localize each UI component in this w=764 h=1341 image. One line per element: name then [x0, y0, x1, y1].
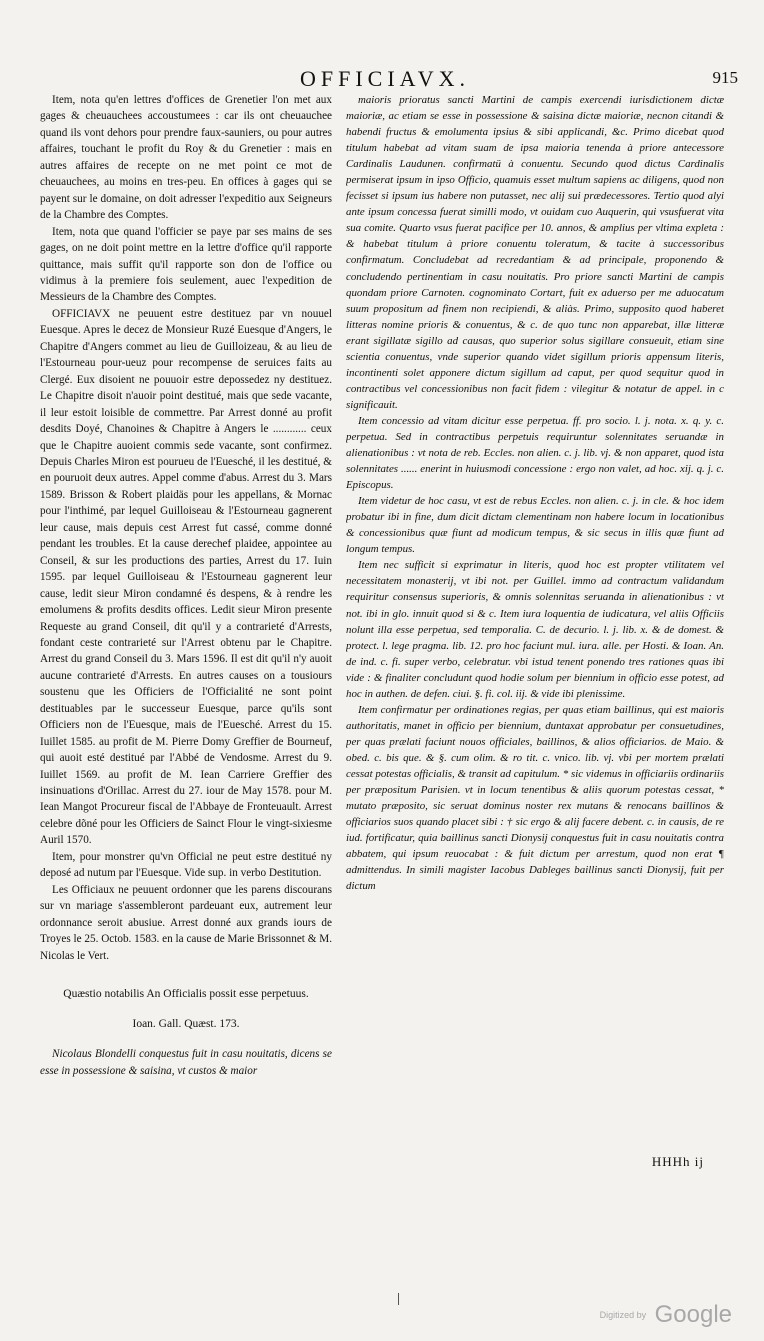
paragraph-official-deposition: Item, pour monstrer qu'vn Official ne peut estre destitué ny deposé ad nutum par l'Euesque. Vide sup. in verbo Destitution. [40, 850, 332, 880]
signature-mark: HHHh ij [651, 1154, 704, 1169]
paragraph-officier-gages: Item, nota que quand l'officier se paye par ses mains de ses gages, on ne doit point mettre en la lettre d'office qu'il rapporte quittance, mais suffit qu'il rapporte son don de l'office ou vidimus à la premiere fois seulement, auec l'expedition de Messieurs de la Chambre des Comptes. [40, 225, 332, 304]
quaestio-incipit: Nicolaus Blondelli conquestus fuit in casu nouitatis, dicens se esse in possessione & saisina, vt custos & maior [40, 1048, 332, 1077]
latin-paragraph-5: Item confirmatur per ordinationes regias, per quas etiam baillinus, qui est maioris authoritatis, manet in officio per biennium, duntaxat approbatur per consuetudines, per quas prælati faciunt nouos officiales, baillinos, & alios officiarios. de Maio. & obed. c. bis que. & §. cum olim. & ro tit. c. vnico. lib. vj. vbi per mortem prælati cessat potestas officialis, & transit ad capitulum. * sic videmus in officiariis ordinariis per præpositum Parisien. vt in locum tenentibus & aliis quorum potestas cessat, * mutato præposito, sic seruat dominus noster rex mutans & renocans baillinos & officiarios suos quando placet sibi : † sic ergo & alij facere debent. c. in causis, de re iud. fortificatur, quia baillinus sancti Dionysij conquestus fuit in casu nouitatis contra abbatem, qui ipsum reuocabat : & fuit dictum per arrestum, quod non erat ¶ admittendus. In simili magister Iacobus Dableges baillinus sancti Dionysij, fuit per dictum [346, 703, 724, 893]
quaestio-heading: Quæstio notabilis An Officialis possit esse perpetuus. [63, 988, 309, 1001]
google-logo: Google [654, 1301, 732, 1328]
paragraph-officiaux-destitution: OFFICIAVX ne peuuent estre destituez par vn nouuel Euesque. Apres le decez de Monsieur Ruzé Euesque d'Angers, le Chapitre d'Angers commet au lieu de Guilloizeau, & au lieu de l'Estourneau pour-ueuz pour recompense de seruices faits au Clergé. Eux disoient ne pouuoir estre depossedez ny destituez. Le Chapitre disoit n'auoir point destitué, mais que sede vacante, il leur estoit loisible de commettre. Par Arrest donné au profit desdits Doyé, Chanoines & Chapitre à Angers le ............ ceux que le Chapitre auoient commis sede vacante, sont confirmez. Depuis Charles Miron est pourueu de l'Euesché, il les destitué, & en pouruoit deux autres. Appel comme d'abus. Arrest du 3. Mars 1589. Brisson & Robert plaidäs pour les appellans, & Mornac pour l'inthimé, par lequel Guilloiseau & l'Estourneau gagnerent leur cause, mais depuis cest Arrest fut cassé, comme donné pendant les troubles. Et la cause derechef plaidee, appointee au Conseil, & sur les productions des parties, Arrest du 17. Iuin 1595. par lequel Guilloiseau & l'Estourneau gagnerent leur cause, ledit sieur Miron condamné és despens, & à rendre les emolumens & profits desdits offices. Ledit sieur Miron presente Requeste au grand Conseil, dit qu'il y a contrarieté d'Arrests, fondant ceste contrarieté sur l'Arrest obtenu par le Chapitre. Arrest du grand Conseil du 3. Mars 1596. Il est dit qu'il n'y auoit aucune contrarieté d'Arrests. En autres causes on a tousiours soustenu que les Officiers de l'Officialité ne sont point destituables par le successeur Euesque, parce qu'ils sont Officiers non de l'Euesque, mais de l'Euesché. Arrest du 15. Iuillet 1585. au profit de M. Pierre Domy Greffier de Bourneuf, qui auoit esté destitué par l'Abbé de Vendosme. Arrest du 9. Iuillet 1569. au profit de M. Iean Carriere Greffier des insinuations d'Orillac. Arrest du 27. iour de May 1578. pour M. Iean Mangot Procureur fiscal de l'Abbaye de Fronteuault. Arrest celebre dõné pour les Officiers de Sainct Flour le vingt-sixiesme Auril 1570. [40, 307, 332, 847]
printer-tick-mark [398, 1293, 399, 1305]
watermark-prefix: Digitized by [599, 1310, 647, 1320]
digitization-watermark [600, 1301, 732, 1329]
quaestio-author: Ioan. Gall. Quæst. 173. [132, 1018, 240, 1031]
latin-paragraph-3: Item videtur de hoc casu, vt est de rebus Eccles. non alien. c. j. in cle. & hoc idem probatur ibi in fine, dum dicit dictam clementinam non habere locum in locationibus & concessionibus quæ fiunt ad modicum tempus, & sic secus in illis quæ fiunt ad longum tempus. [346, 495, 724, 556]
latin-paragraph-4: Item nec sufficit si exprimatur in literis, quod hoc est propter vtilitatem vel necessitatem monasterij, vt ibi not. per Guillel. immo ad contractum validandum requiritur consensus superioris, & omnis solennitas seruanda in alienationibus : vt not. ibi in glo. innuit quod si & c. Item iura loquentia de iudicatura, vel aliis Officiis nolunt illa esse perpetua, sed temporalia. C. de decurio. l. j. lib. x. & de domest. & protect. l. lege pragma. lib. 12. pro hoc faciunt mul. iura. alle. per Hosti. & Ioan. An. de ind. c. fi. super verbo, celebratur. vbi istud tenent ponendo tres rationes quas ibi vide : & finaliter concludunt quod hodie solum per biennium in officio esse potest, ad hoc in authen. de defen. ciui. §. fi. col. iij. & vide ibi plenissime. [346, 559, 724, 700]
latin-paragraph-2: Item concessio ad vitam dicitur esse perpetua. ff. pro socio. l. j. nota. x. q. y. c. perpetua. Sed in contractibus perpetuis requiruntur solennitates seruandæ in alienationibus : vt nota de reb. Eccles. non alien. c. j. lib. vj. & non apparet, quod ista solennitates ...... enerint in huiusmodi concessione : ergo non valet, ad hoc. xij. q. j. c. Episcopus. [346, 414, 724, 492]
right-column [346, 92, 724, 1182]
paragraph-grenetier: Item, nota qu'en lettres d'offices de Grenetier l'on met aux gages & cheuauchees accoustumees : car ils ont cheuauchee quand ils vont dehors pour prendre faux-sauniers, ou pour autres affaires, touchant le profit du Roy & du Grenetier : mais en autres affaires de recepte on ne met point ce mot de cheuauchees, au moins en tres-peu. En offices à gages qui se payent sur le domaine, on doit adresser l'expeditio aux Seigneurs de la Chambre des Comptes. [40, 94, 332, 222]
running-head: OFFICIAVX. [299, 66, 470, 91]
paragraph-officiaux-mariage: Les Officiaux ne peuuent ordonner que les parens discourans sur vn mariage s'assembleront pardeuant eux, autrement leur ordonnance seroit abusiue. Arrest donné aux grands iours de Troyes le 25. Octob. 1583. en la cause de Marie Brissonnet & M. Nicolas le Vert. [40, 883, 332, 962]
latin-paragraph-1: maioris prioratus sancti Martini de campis exercendi iurisdictionem dictæ maioriæ, ac etiam se esse in possessione & saisina dictæ maioriæ, necnon citandi & habendi fructus & emolumenta ipsius & sibi applicandi, &c. Primo dicebat quod titulum habebat ad vitam suam de ipsa maioria tenenda à priore antecessore Cardinalis Laudunen. confirmatü à conuentu. Secundo quod dictus Cardinalis permiserat ipsum in ipso Officio, quamuis esset multum sapiens ac diligens, quod non fecisset si ipsum ius habere non putasset, nec alij sui prædecessores. Tertio quod alyi ante ipsum concessa fuerat similli modo, vt ouidam cuo Auquerin, qui vsusfuerat vita sua comite. Quarto vsus fuerat pacifice per 10. annos, & amplius per vltima expleta : & habebat titulum à priore conuentu toleratum, & tacite à successoribus confirmatum. Concludebat ad recredantiam & ad principale, proponendo & concludendo pertinentiam in casu nouitatis. Pro priore sancti Martini de campis quondam priore Carnoten. cognominato Cortart, fuit ex aduerso per me aduocatum suum propositum ad finem non recipiendi, & aliàs. Primo, supposito quod haberet litteras nomine prioris & conuentus, & c. de quo tunc non apparebat, illæ litteræ erant sigillatæ sigillo ad causas, quo superior solus sigillare consueuit, etiam sine scientia conuentus, vnde superior quando videt sigillum prioris appensum literis, incontinenti solet apponere dictum sigillum ad caput, per quod sequitur quod in contractibus vel concessionibus non facit fidem : vilegitur & notatur de appel. in c significauit. [346, 94, 724, 411]
page-number: 915 [712, 68, 738, 87]
left-column [40, 92, 332, 1152]
